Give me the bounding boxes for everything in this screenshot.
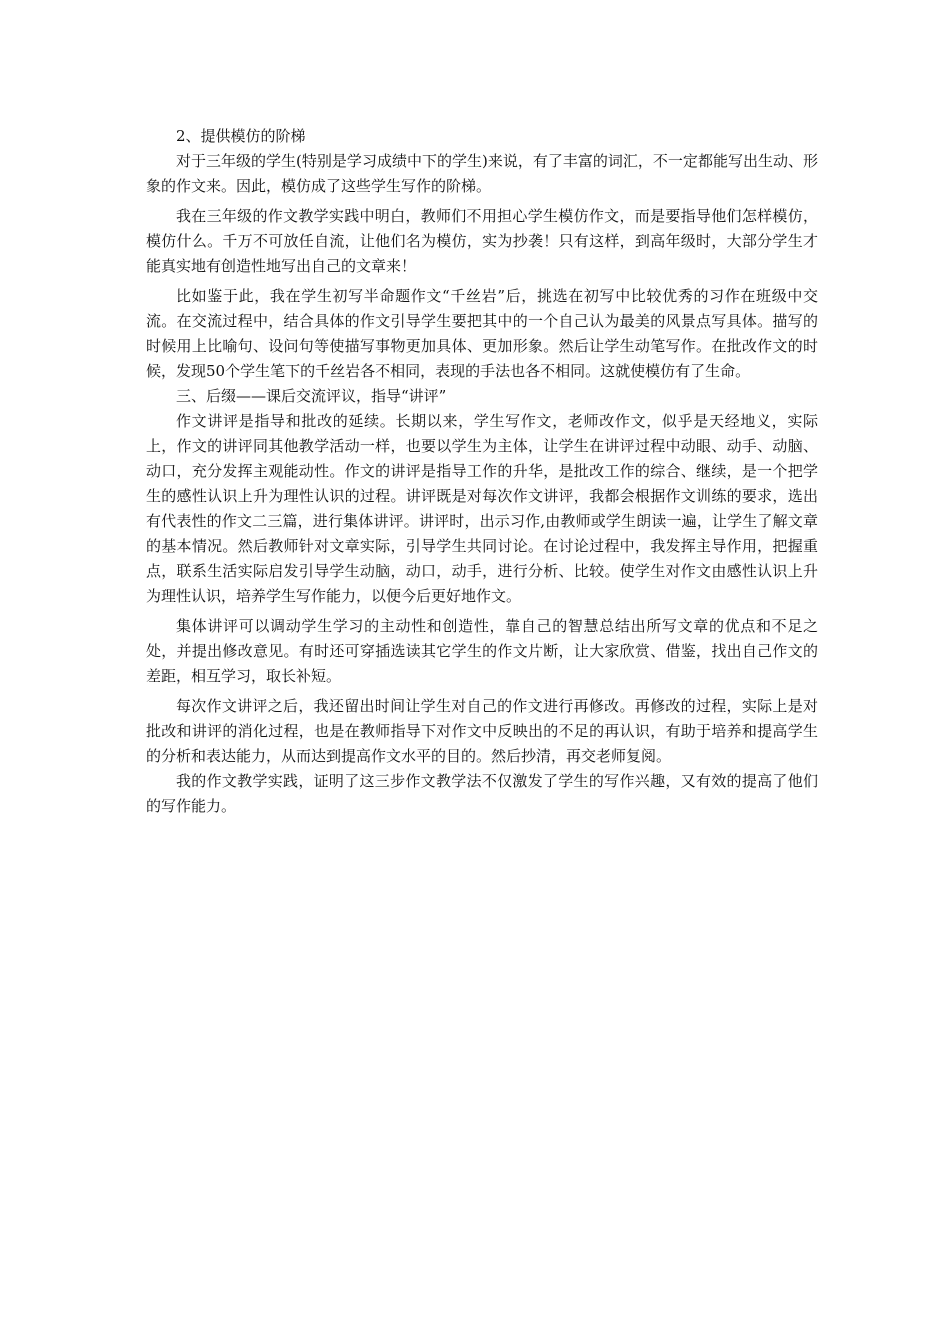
paragraph: 每次作文讲评之后，我还留出时间让学生对自己的作文进行再修改。再修改的过程，实际上是对批改和讲评的消化过程，也是在教师指导下对作文中反映出的不足的再认识，有助于培养和提高学生的分析和表达能力，从而达到提高作文水平的目的。然后抄清，再交老师复阅。 bbox=[146, 697, 818, 765]
paragraph: 作文讲评是指导和批改的延续。长期以来，学生写作文，老师改作文，似乎是天经地义，实际上，作文的讲评同其他教学活动一样，也要以学生为主体，让学生在讲评过程中动眼、动手、动脑、动口，充分发挥主观能动性。作文的讲评是指导工作的升华，是批改工作的综合、继续，是一个把学生的感性认识上升为理性认识的过程。讲评既是对每次作文讲评，我都会根据作文训练的要求，选出有代表性的作文二三篇，进行集体讲评。讲评时，出示习作,由教师或学生朗读一遍，让学生了解文章的基本情况。然后教师针对文章实际，引导学生共同讨论。在讨论过程中，我发挥主导作用，把握重点，联系生活实际启发引导学生动脑，动口，动手，进行分析、比较。使学生对作文由感性认识上升为理性认识，培养学生写作能力，以便今后更好地作文。 bbox=[146, 412, 818, 605]
document-body bbox=[146, 124, 818, 819]
paragraph: 集体讲评可以调动学生学习的主动性和创造性，靠自己的智慧总结出所写文章的优点和不足之处，并提出修改意见。有时还可穿插选读其它学生的作文片断，让大家欣赏、借鉴，找出自己作文的差距，相互学习，取长补短。 bbox=[146, 617, 818, 685]
section-heading: 三、后缀——课后交流评议，指导“讲评” bbox=[176, 387, 447, 405]
section-heading: 2、提供模仿的阶梯 bbox=[176, 127, 306, 145]
paragraph: 我在三年级的作文教学实践中明白，教师们不用担心学生模仿作文，而是要指导他们怎样模仿，模仿什么。千万不可放任自流，让他们名为模仿，实为抄袭！只有这样，到高年级时，大部分学生才能真实地有创造性地写出自己的文章来！ bbox=[146, 207, 818, 275]
paragraph: 对于三年级的学生(特别是学习成绩中下的学生)来说，有了丰富的词汇，不一定都能写出生动、形象的作文来。因此，模仿成了这些学生写作的阶梯。 bbox=[146, 152, 818, 195]
paragraph: 我的作文教学实践，证明了这三步作文教学法不仅激发了学生的写作兴趣，又有效的提高了他们的写作能力。 bbox=[146, 772, 818, 815]
paragraph: 比如鉴于此，我在学生初写半命题作文“千丝岩”后，挑选在初写中比较优秀的习作在班级中交流。在交流过程中，结合具体的作文引导学生要把其中的一个自己认为最美的风景点写具体。描写的时候用上比喻句、设问句等使描写事物更加具体、更加形象。然后让学生动笔写作。在批改作文的时候，发现50个学生笔下的千丝岩各不相同，表现的手法也各不相同。这就使模仿有了生命。 bbox=[146, 287, 818, 380]
